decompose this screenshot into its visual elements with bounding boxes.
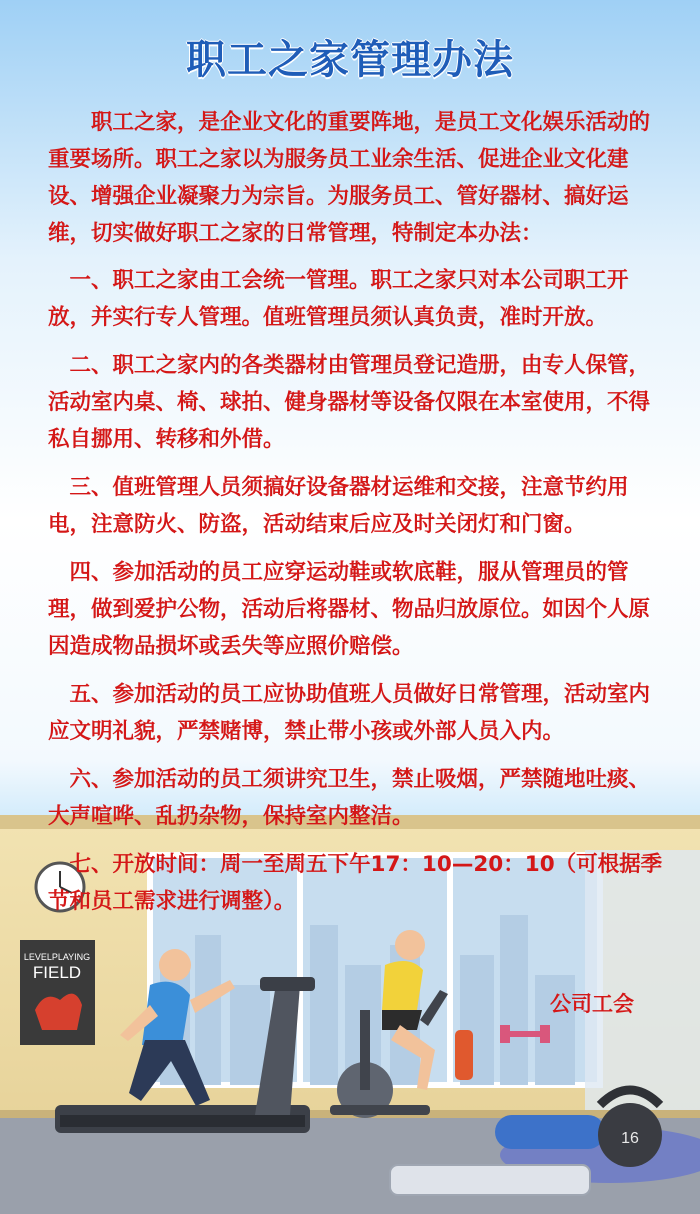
- rule-item-3: 三、值班管理人员须搞好设备器材运维和交接，注意节约用电，注意防火、防盗，活动结束后应及时关闭灯和门窗。: [48, 475, 629, 537]
- step-board: [390, 1165, 590, 1195]
- rule-item-7: 七、开放时间：周一至周五下午17：10—20：10（可根据季节和员工需求进行调整）。: [48, 852, 663, 914]
- rule-item-5: 五、参加活动的员工应协助值班人员做好日常管理，活动室内应文明礼貌，严禁赌博，禁止带小孩或外部人员入内。: [48, 682, 651, 744]
- rule-item-6: 六、参加活动的员工须讲究卫生，禁止吸烟，严禁随地吐痰、大声喧哗、乱扔杂物，保持室内整洁。: [48, 767, 651, 829]
- poster-line2: FIELD: [32, 963, 82, 982]
- signature: 公司工会: [550, 992, 634, 1016]
- wall-poster: [20, 940, 95, 1045]
- yoga-mat-roll: [495, 1115, 605, 1149]
- rule-item-1: 一、职工之家由工会统一管理。职工之家只对本公司职工开放，并实行专人管理。值班管理员须认真负责，准时开放。: [48, 268, 629, 330]
- rules-body: [48, 104, 668, 931]
- page-title: 职工之家管理办法: [186, 37, 514, 83]
- intro-paragraph: 职工之家，是企业文化的重要阵地，是员工文化娱乐活动的重要场所。职工之家以为服务员工业余生活、促进企业文化建设、增强企业凝聚力为宗旨。为服务员工、管好器材、搞好运维，切实做好职工之家的日常管理，特制定本办法：: [48, 110, 651, 246]
- poster-line1: LEVELPLAYING: [23, 952, 91, 962]
- rule-item-2: 二、职工之家内的各类器材由管理员登记造册，由专人保管，活动室内桌、椅、球拍、健身器材等设备仅限在本室使用，不得私自挪用、转移和外借。: [48, 353, 651, 452]
- kettlebell-label: 16: [621, 1130, 639, 1147]
- water-bottle: [455, 1030, 473, 1080]
- rule-item-4: 四、参加活动的员工应穿运动鞋或软底鞋，服从管理员的管理，做到爱护公物，活动后将器材、物品归放原位。如因个人原因造成物品损坏或丢失等应照价赔偿。: [48, 560, 651, 659]
